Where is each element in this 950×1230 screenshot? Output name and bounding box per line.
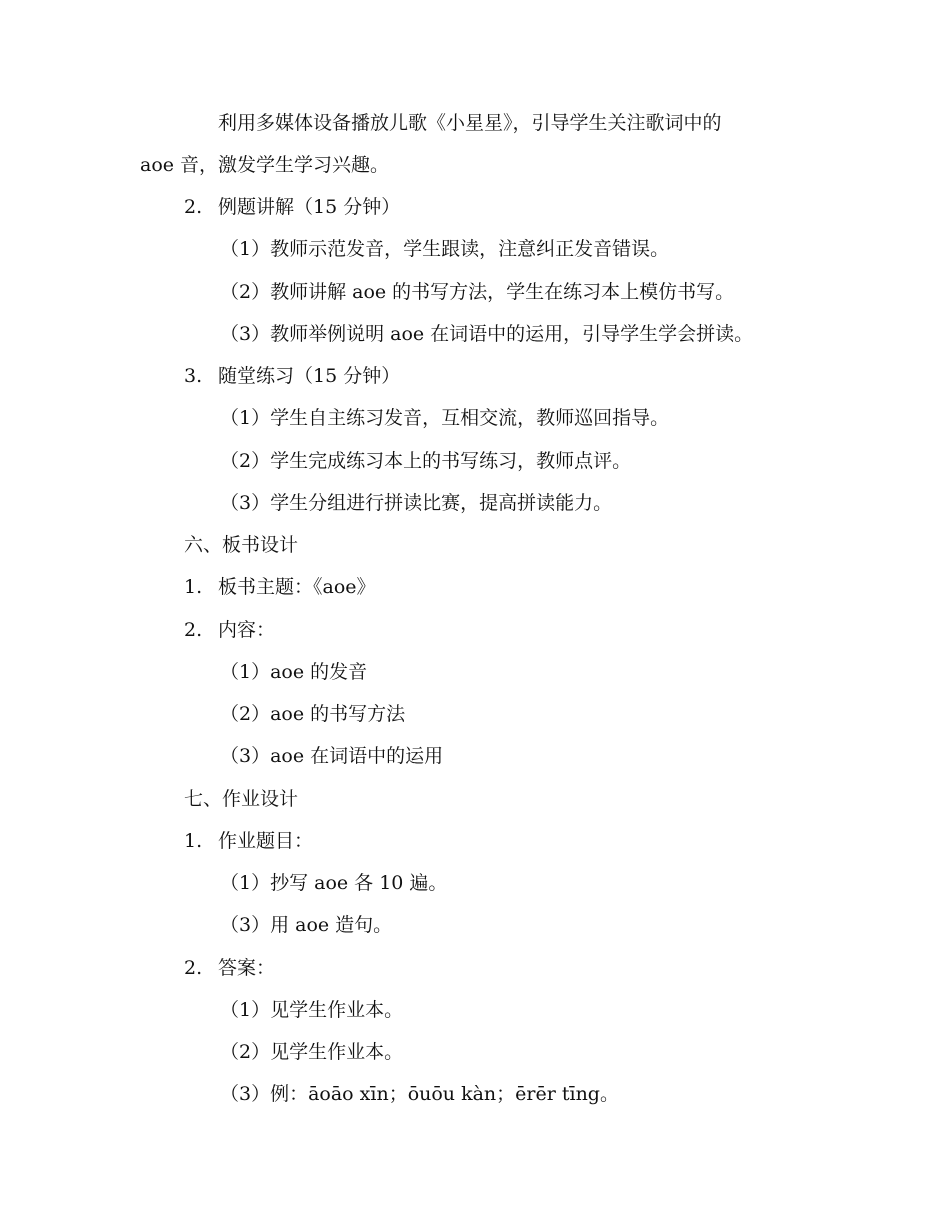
section-7-item-2-number: 2. xyxy=(184,957,203,979)
section-7-item-2-text: 答案： xyxy=(218,957,276,979)
step-2-number: 2. xyxy=(184,196,203,218)
step-2-item-1: （1）教师示范发音，学生跟读，注意纠正发音错误。 xyxy=(220,238,670,260)
section-6-item-1 xyxy=(184,575,376,599)
step-2-heading xyxy=(184,195,400,219)
section-6-item-1-number: 1. xyxy=(184,576,203,598)
section-6-sub-3: （3）aoe 在词语中的运用 xyxy=(220,745,444,767)
step-2-item-3: （3）教师举例说明 aoe 在词语中的运用，引导学生学会拼读。 xyxy=(220,323,754,345)
step-3-item-3: （3）学生分组进行拼读比赛，提高拼读能力。 xyxy=(220,492,613,514)
intro-line-1: 利用多媒体设备播放儿歌《小星星》，引导学生关注歌词中的 xyxy=(218,112,722,134)
step-3-item-1: （1）学生自主练习发音，互相交流，教师巡回指导。 xyxy=(220,407,670,429)
section-6-heading: 六、板书设计 xyxy=(184,534,299,556)
section-6-item-2-text: 内容： xyxy=(218,619,276,641)
section-6-item-1-text: 板书主题：《aoe》 xyxy=(218,576,376,598)
intro-line-2: aoe 音，激发学生学习兴趣。 xyxy=(140,154,390,176)
answer-item-3: （3）例：āoāo xīn；ōuōu kàn；ērēr tīng。 xyxy=(220,1083,619,1105)
section-7-heading: 七、作业设计 xyxy=(184,788,299,810)
step-3-title: 随堂练习（15 分钟） xyxy=(218,365,401,387)
section-7-item-2 xyxy=(184,956,275,980)
step-3-heading xyxy=(184,364,400,388)
section-6-sub-2: （2）aoe 的书写方法 xyxy=(220,703,406,725)
step-3-item-2: （2）学生完成练习本上的书写练习，教师点评。 xyxy=(220,450,632,472)
step-2-item-2: （2）教师讲解 aoe 的书写方法，学生在练习本上模仿书写。 xyxy=(220,281,735,303)
answer-item-2: （2）见学生作业本。 xyxy=(220,1041,404,1063)
answer-item-1: （1）见学生作业本。 xyxy=(220,999,404,1021)
section-6-sub-1: （1）aoe 的发音 xyxy=(220,661,368,683)
section-7-item-1 xyxy=(184,829,313,853)
step-3-number: 3. xyxy=(184,365,203,387)
section-7-item-1-text: 作业题目： xyxy=(218,830,314,852)
section-7-item-1-number: 1. xyxy=(184,830,203,852)
homework-item-1: （1）抄写 aoe 各 10 遍。 xyxy=(220,872,448,894)
step-2-title: 例题讲解（15 分钟） xyxy=(218,196,401,218)
section-6-item-2 xyxy=(184,618,275,642)
section-6-item-2-number: 2. xyxy=(184,619,203,641)
homework-item-3: （3）用 aoe 造句。 xyxy=(220,914,393,936)
